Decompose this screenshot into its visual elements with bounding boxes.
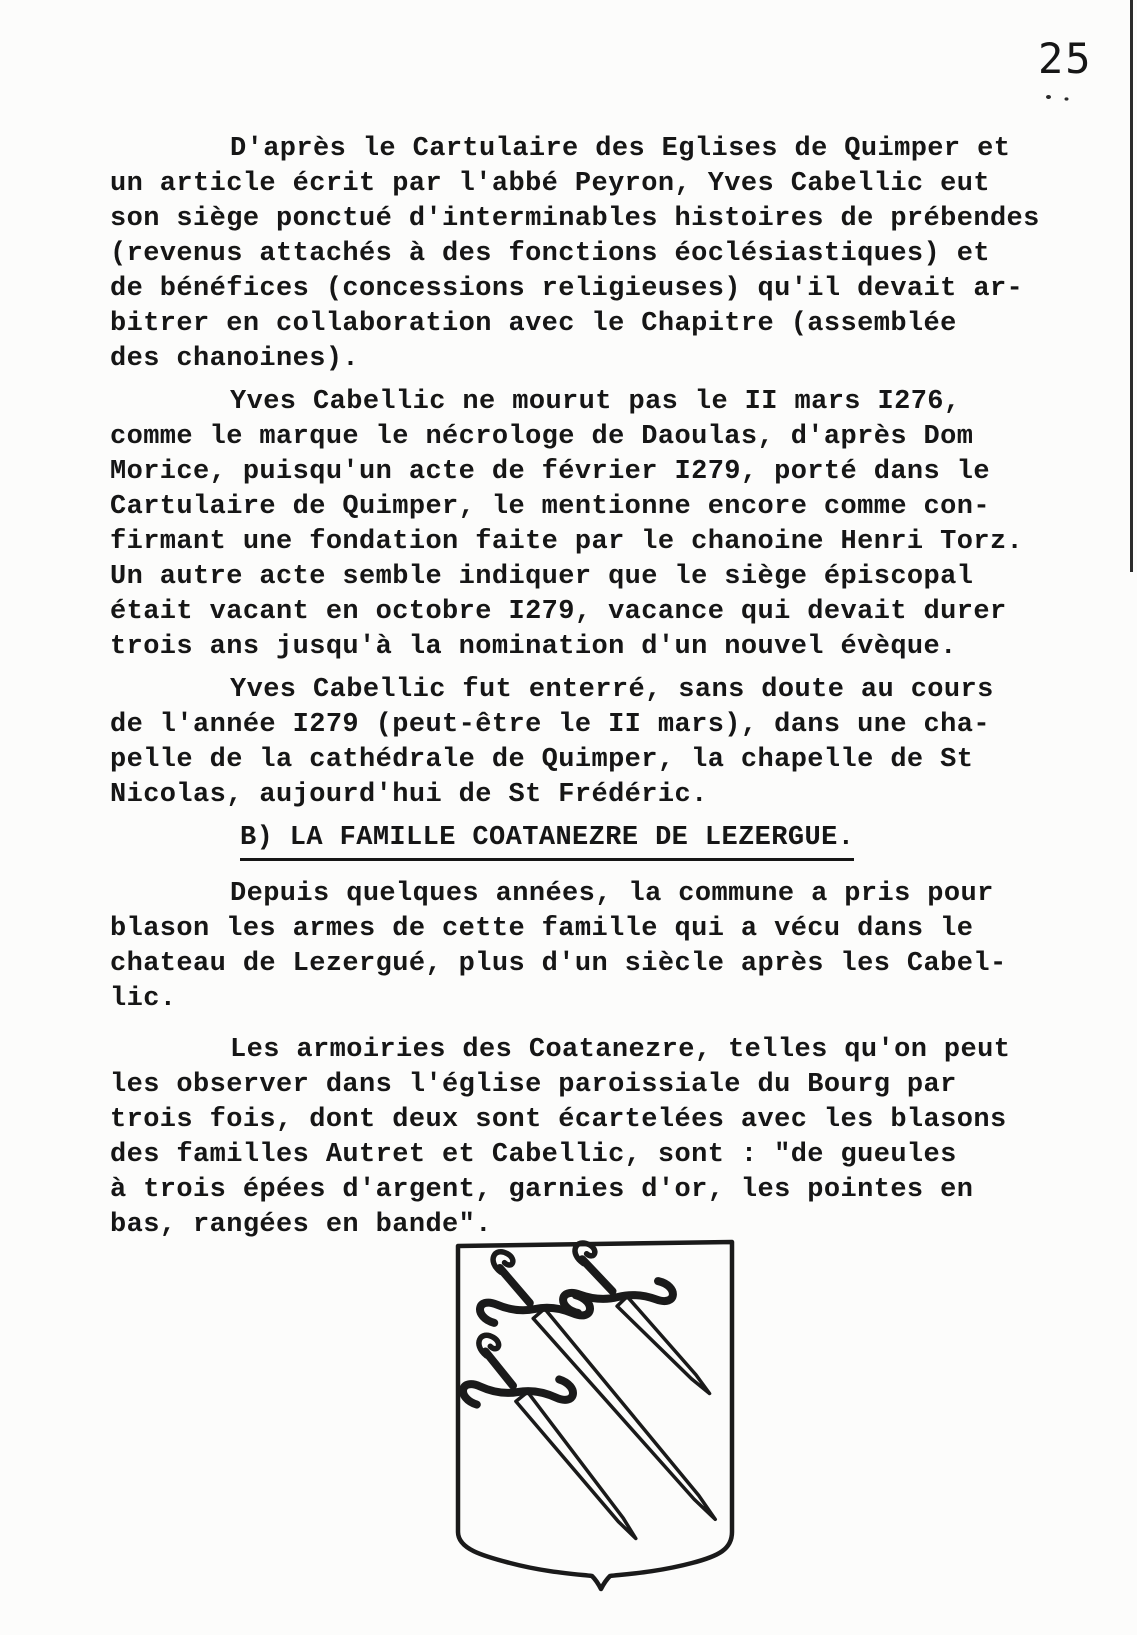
text-line: trois fois, dont deux sont écartelées avec les blasons [110, 1105, 1007, 1135]
paragraph-enterrement [110, 673, 1070, 813]
text-line: Yves Cabellic fut enterré, sans doute au cours [230, 675, 994, 705]
text-line: comme le marque le nécrologe de Daoulas, d'après Dom [110, 422, 974, 452]
paragraph-armoiries [110, 1033, 1070, 1243]
section-heading: B) LA FAMILLE COATANEZRE DE LEZERGUE. [240, 821, 854, 861]
section-heading-row [110, 821, 1070, 865]
text-line: lic. [110, 984, 177, 1014]
text-line: bitrer en collaboration avec le Chapitre (assemblée [110, 309, 957, 339]
text-line: son siège ponctué d'interminables histoires de prébendes [110, 204, 1040, 234]
text-line: D'après le Cartulaire des Eglises de Quimper et [230, 134, 1011, 164]
text-line: bas, rangées en bande". [110, 1210, 492, 1240]
text-line: (revenus attachés à des fonctions éoclésiastiques) et [110, 239, 990, 269]
shield-outline [458, 1242, 732, 1589]
scan-edge-line [1130, 0, 1133, 572]
text-line: des chanoines). [110, 344, 360, 374]
text-line: Les armoiries des Coatanezre, telles qu'on peut [230, 1035, 1011, 1065]
text-line: blason les armes de cette famille qui a vécu dans le [110, 914, 974, 944]
paragraph-mort-cabellic [110, 385, 1070, 665]
coat-of-arms-figure [453, 1237, 737, 1593]
text-line: trois ans jusqu'à la nomination d'un nouvel évèque. [110, 632, 957, 662]
text-line: Cartulaire de Quimper, le mentionne encore comme con- [110, 492, 990, 522]
coat-of-arms-drawing [453, 1237, 737, 1593]
text-line: Morice, puisqu'un acte de février I279, porté dans le [110, 457, 990, 487]
text-line: les observer dans l'église paroissiale du Bourg par [110, 1070, 957, 1100]
text-line: à trois épées d'argent, garnies d'or, les pointes en [110, 1175, 974, 1205]
text-line: Nicolas, aujourd'hui de St Frédéric. [110, 780, 708, 810]
text-line: Yves Cabellic ne mourut pas le II mars I276, [230, 387, 961, 417]
text-line: Un autre acte semble indiquer que le siège épiscopal [110, 562, 974, 592]
text-line: des familles Autret et Cabellic, sont : "de gueules [110, 1140, 957, 1170]
text-line: de bénéfices (concessions religieuses) qu'il devait ar- [110, 274, 1024, 304]
text-line: pelle de la cathédrale de Quimper, la chapelle de St [110, 745, 974, 775]
paragraph-blason-commune [110, 877, 1070, 1017]
text-line: chateau de Lezergué, plus d'un siècle après les Cabel- [110, 949, 1007, 979]
text-line: firmant une fondation faite par le chanoine Henri Torz. [110, 527, 1024, 557]
document-body [110, 0, 1070, 1251]
text-line: était vacant en octobre I279, vacance qui devait durer [110, 597, 1007, 627]
text-line: un article écrit par l'abbé Peyron, Yves Cabellic eut [110, 169, 990, 199]
text-line: de l'année I279 (peut-être le II mars), dans une cha- [110, 710, 990, 740]
text-line: Depuis quelques années, la commune a pris pour [230, 879, 994, 909]
paragraph-cartulaire [110, 132, 1070, 377]
page-number: 25 [1038, 34, 1093, 83]
